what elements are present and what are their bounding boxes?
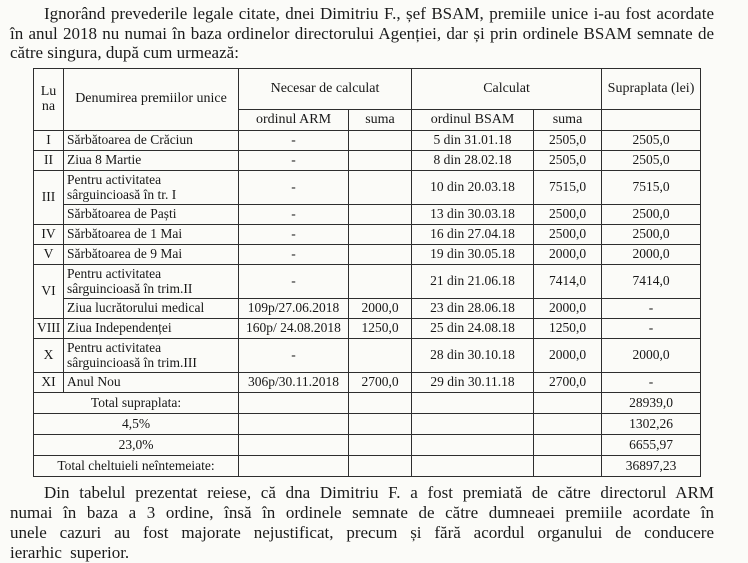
table-row (34, 318, 701, 338)
cell-arm-sum: 2000,0 (349, 298, 412, 318)
empty-cell (239, 455, 349, 476)
cell-arm-order: - (239, 244, 349, 264)
cell-arm-order: - (239, 170, 349, 204)
total-row (34, 392, 701, 413)
cell-premium-name: Sărbătoarea de 9 Mai (64, 244, 239, 264)
cell-arm-order: - (239, 130, 349, 150)
cell-luna: V (34, 244, 64, 264)
cell-arm-sum (349, 204, 412, 224)
cell-arm-sum (349, 224, 412, 244)
cell-overpay: 2500,0 (602, 224, 701, 244)
table-row (34, 264, 701, 298)
intro-paragraph: Ignorând prevederile legale citate, dnei Dimitriu F., șef BSAM, premiile unice i-au fost acordate în anul 2018 nu numai în baza ordinelor directorului Agenției, dar și prin ordinele BSAM semnate de către singura, după cum urmează: (10, 4, 714, 62)
cell-overpay: 2500,0 (602, 204, 701, 224)
cell-arm-order: - (239, 224, 349, 244)
empty-cell (349, 413, 412, 434)
header-ordinul-arm: ordinul ARM (239, 109, 349, 130)
table-row (34, 338, 701, 372)
cell-luna: II (34, 150, 64, 170)
total-row (34, 455, 701, 476)
table-row (34, 170, 701, 204)
cell-bsam-sum: 2000,0 (534, 298, 602, 318)
empty-cell (412, 413, 534, 434)
cell-overpay: - (602, 372, 701, 392)
cell-bsam-order: 16 din 27.04.18 (412, 224, 534, 244)
table-row (34, 244, 701, 264)
empty-cell (534, 455, 602, 476)
cell-luna: III (34, 170, 64, 224)
table-row (34, 130, 701, 150)
header-suma-bsam: suma (534, 109, 602, 130)
cell-overpay: 7414,0 (602, 264, 701, 298)
cell-bsam-order: 8 din 28.02.18 (412, 150, 534, 170)
header-luna: Lu na (34, 68, 64, 130)
empty-cell (239, 413, 349, 434)
cell-arm-sum (349, 130, 412, 150)
cell-bsam-order: 21 din 21.06.18 (412, 264, 534, 298)
cell-bsam-sum: 2505,0 (534, 130, 602, 150)
cell-premium-name: Ziua 8 Martie (64, 150, 239, 170)
table-row (34, 298, 701, 318)
cell-luna: I (34, 130, 64, 150)
empty-cell (349, 392, 412, 413)
cell-arm-order: 160p/ 24.08.2018 (239, 318, 349, 338)
empty-cell (534, 392, 602, 413)
header-calculat: Calculat (412, 68, 602, 109)
cell-arm-order: - (239, 204, 349, 224)
cell-bsam-sum: 7515,0 (534, 170, 602, 204)
total-value-cell: 36897,23 (602, 455, 701, 476)
total-row (34, 413, 701, 434)
cell-arm-order: 109p/27.06.2018 (239, 298, 349, 318)
cell-bsam-order: 29 din 30.11.18 (412, 372, 534, 392)
cell-bsam-sum: 2500,0 (534, 204, 602, 224)
empty-cell (412, 434, 534, 455)
cell-premium-name: Sărbătoarea de Paști (64, 204, 239, 224)
total-label-cell: Total cheltuieli neîntemeiate: (34, 455, 239, 476)
header-denumirea: Denumirea premiilor unice (64, 68, 239, 130)
cell-arm-order: - (239, 150, 349, 170)
table-header-row (34, 68, 701, 109)
outro-paragraph: Din tabelul prezentat reiese, că dna Dimitriu F. a fost premiată de către directorul ARM numai în baza a 3 ordine, însă în ordinele semnate de către dumneaei premiile acordate în unele cazuri au fost majorate nejustificat, precum și fără acordul organului de conducere ierarhic superior. (10, 482, 714, 562)
cell-arm-order: - (239, 264, 349, 298)
table-row (34, 372, 701, 392)
total-value-cell: 28939,0 (602, 392, 701, 413)
cell-bsam-sum: 1250,0 (534, 318, 602, 338)
cell-overpay: 2000,0 (602, 338, 701, 372)
total-value-cell: 1302,26 (602, 413, 701, 434)
cell-luna: IV (34, 224, 64, 244)
total-value-cell: 6655,97 (602, 434, 701, 455)
header-supraplata: Supraplata (lei) (602, 68, 701, 109)
cell-premium-name: Ziua lucrătorului medical (64, 298, 239, 318)
total-label-cell: 4,5% (34, 413, 239, 434)
empty-cell (349, 434, 412, 455)
empty-cell (412, 455, 534, 476)
empty-cell (239, 392, 349, 413)
cell-luna: XI (34, 372, 64, 392)
empty-cell (412, 392, 534, 413)
cell-bsam-order: 5 din 31.01.18 (412, 130, 534, 150)
header-necesar: Necesar de calculat (239, 68, 412, 109)
cell-arm-sum (349, 264, 412, 298)
total-label-cell: 23,0% (34, 434, 239, 455)
cell-overpay: 2505,0 (602, 130, 701, 150)
cell-premium-name: Sărbătoarea de 1 Mai (64, 224, 239, 244)
cell-overpay: - (602, 318, 701, 338)
total-label-cell: Total supraplata: (34, 392, 239, 413)
cell-overpay: 7515,0 (602, 170, 701, 204)
document-page (0, 4, 748, 563)
premiums-table (33, 68, 701, 477)
cell-bsam-sum: 2700,0 (534, 372, 602, 392)
cell-bsam-order: 10 din 20.03.18 (412, 170, 534, 204)
cell-arm-sum (349, 338, 412, 372)
cell-bsam-order: 23 din 28.06.18 (412, 298, 534, 318)
cell-bsam-sum: 2505,0 (534, 150, 602, 170)
cell-premium-name: Pentru activitatea sârguincioasă în trim.II (64, 264, 239, 298)
table-row (34, 150, 701, 170)
cell-bsam-order: 13 din 30.03.18 (412, 204, 534, 224)
cell-premium-name: Anul Nou (64, 372, 239, 392)
cell-overpay: - (602, 298, 701, 318)
cell-bsam-order: 19 din 30.05.18 (412, 244, 534, 264)
cell-premium-name: Pentru activitatea sârguincioasă în tr. I (64, 170, 239, 204)
cell-bsam-sum: 2000,0 (534, 244, 602, 264)
cell-overpay: 2505,0 (602, 150, 701, 170)
cell-overpay: 2000,0 (602, 244, 701, 264)
empty-cell (534, 413, 602, 434)
cell-arm-order: - (239, 338, 349, 372)
cell-premium-name: Sărbătoarea de Crăciun (64, 130, 239, 150)
cell-premium-name: Ziua Independenței (64, 318, 239, 338)
cell-bsam-order: 28 din 30.10.18 (412, 338, 534, 372)
cell-bsam-sum: 2500,0 (534, 224, 602, 244)
empty-cell (349, 455, 412, 476)
cell-arm-sum: 1250,0 (349, 318, 412, 338)
header-suma-arm: suma (349, 109, 412, 130)
empty-cell (534, 434, 602, 455)
cell-luna: VI (34, 264, 64, 318)
cell-premium-name: Pentru activitatea sârguincioasă în trim.III (64, 338, 239, 372)
header-supraplata-sub (602, 109, 701, 130)
cell-arm-sum: 2700,0 (349, 372, 412, 392)
cell-arm-sum (349, 244, 412, 264)
cell-arm-sum (349, 150, 412, 170)
header-ordinul-bsam: ordinul BSAM (412, 109, 534, 130)
cell-arm-sum (349, 170, 412, 204)
table-row (34, 224, 701, 244)
total-row (34, 434, 701, 455)
empty-cell (239, 434, 349, 455)
table-row (34, 204, 701, 224)
cell-bsam-sum: 7414,0 (534, 264, 602, 298)
cell-bsam-order: 25 din 24.08.18 (412, 318, 534, 338)
cell-luna: X (34, 338, 64, 372)
cell-luna: VIII (34, 318, 64, 338)
cell-bsam-sum: 2000,0 (534, 338, 602, 372)
cell-arm-order: 306p/30.11.2018 (239, 372, 349, 392)
